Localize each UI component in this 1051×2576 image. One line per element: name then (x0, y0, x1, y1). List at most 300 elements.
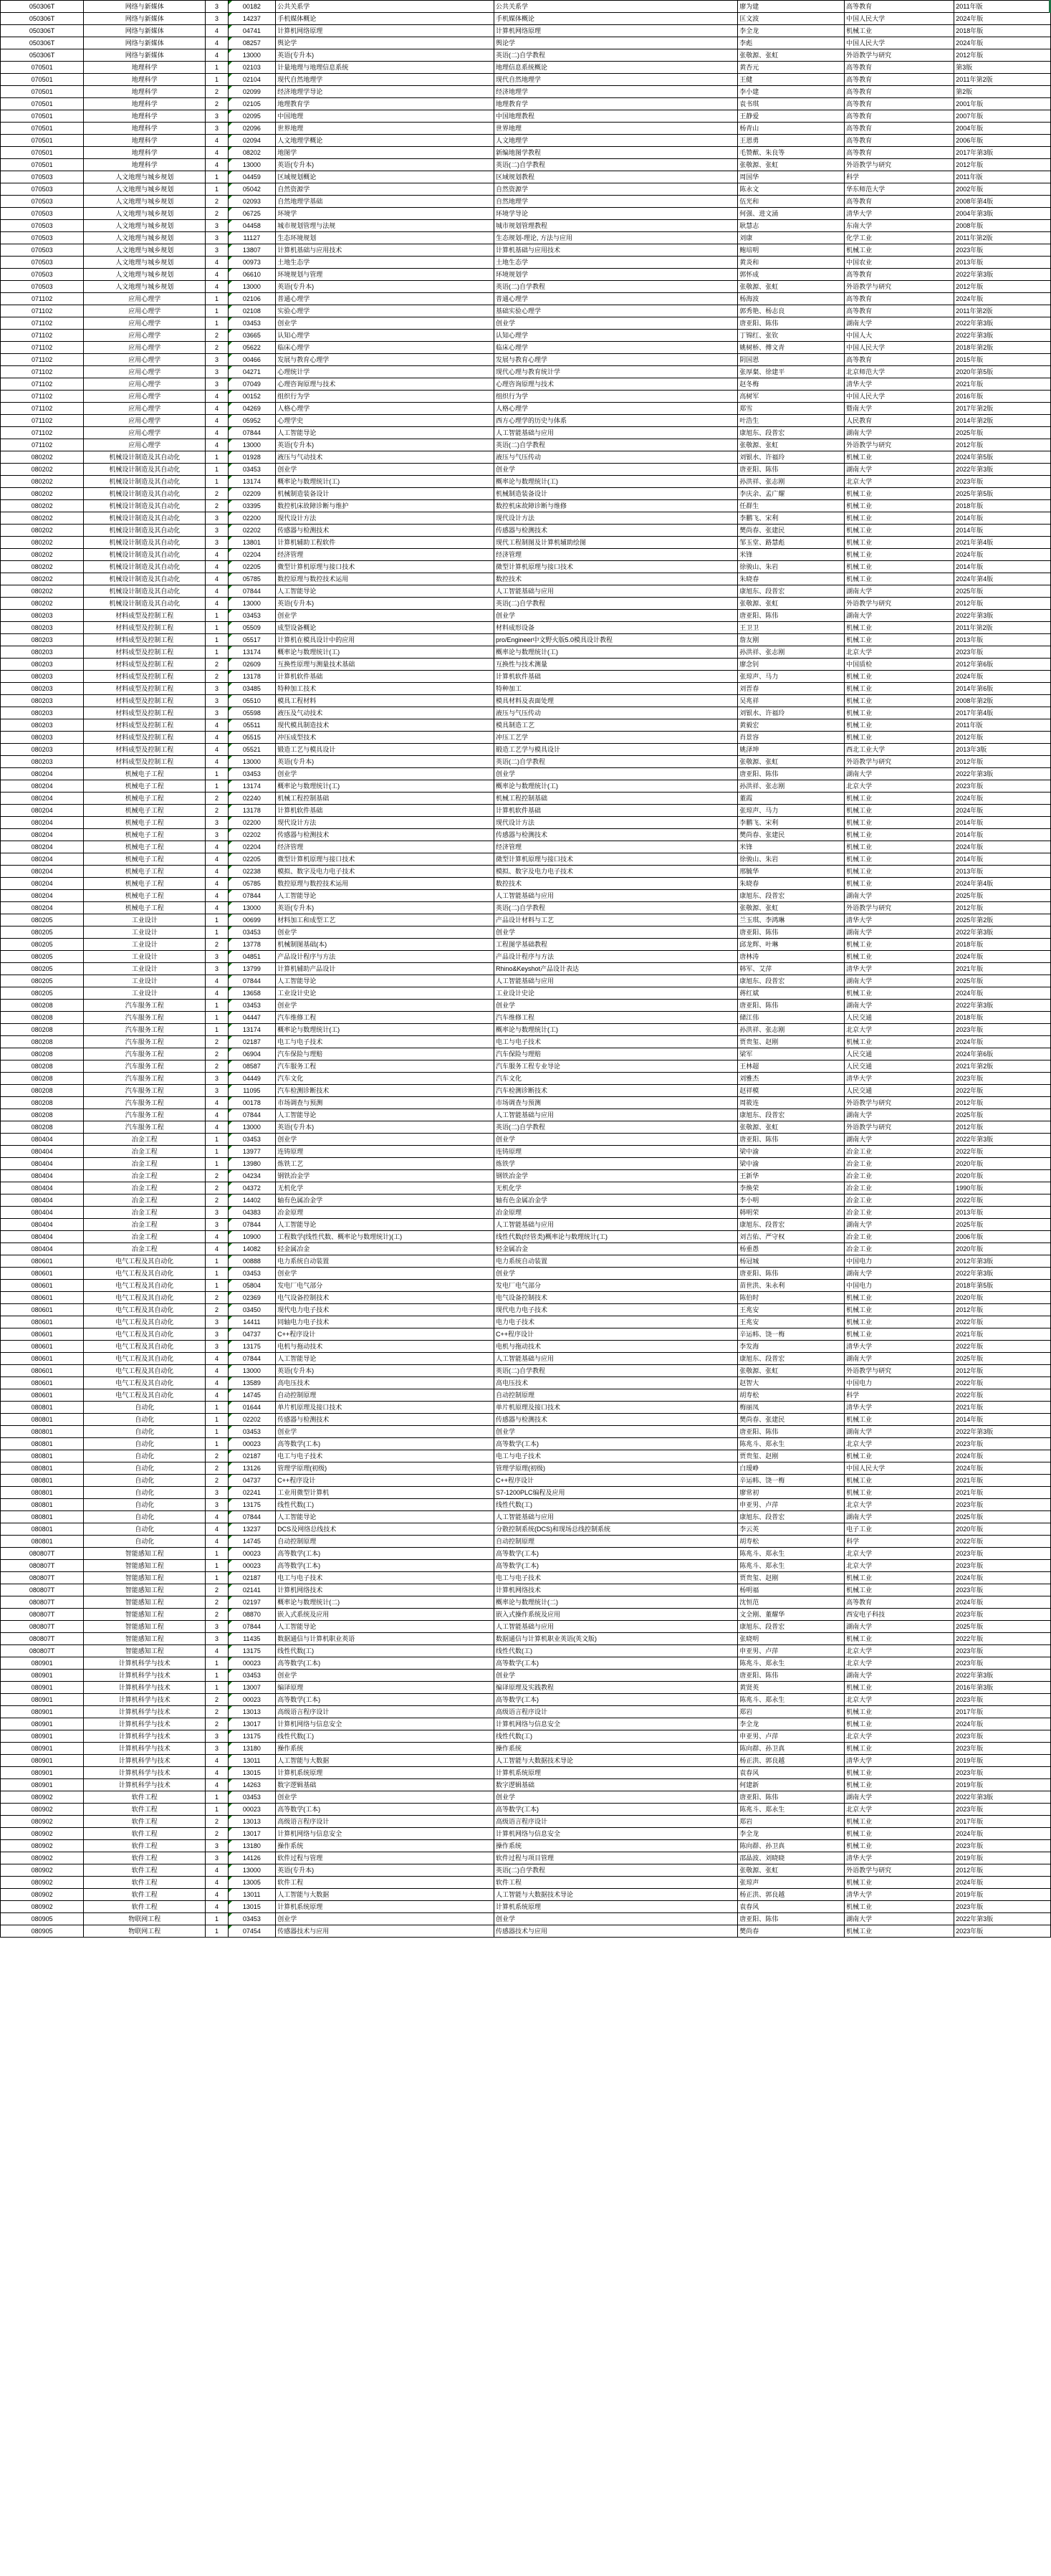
cell-major-name[interactable]: 软件工程 (84, 1864, 206, 1877)
cell-edition[interactable]: 2017年版 (954, 1816, 1051, 1828)
cell-major-code[interactable]: 080202 (1, 476, 84, 488)
cell-course-name[interactable]: 计算机辅助工程软件 (276, 537, 494, 549)
cell-book-name[interactable]: 英语(二)自学教程 (494, 1864, 738, 1877)
cell-course-name[interactable]: 数据通信与计算机职业英语 (276, 1633, 494, 1645)
cell-book-name[interactable]: 计算机系统原理 (494, 1901, 738, 1913)
cell-book-name[interactable]: Rhino&Keyshot产品设计表达 (494, 963, 738, 975)
cell-book-name[interactable]: 计算机网络技术 (494, 1584, 738, 1596)
cell-course-name[interactable]: 计算机软件基础 (276, 671, 494, 683)
cell-book-name[interactable]: 产品设计材料与工艺 (494, 914, 738, 927)
cell-major-name[interactable]: 人文地理与城乡规划 (84, 232, 206, 244)
cell-book-name[interactable]: 自动控制原理 (494, 1536, 738, 1548)
table-row[interactable] (1, 585, 1051, 598)
cell-course-name[interactable]: 人工智能导论 (276, 1621, 494, 1633)
cell-credit[interactable]: 3 (206, 1073, 228, 1085)
cell-major-code[interactable]: 080902 (1, 1889, 84, 1901)
cell-editor[interactable]: 唐亚阳、陈伟 (738, 464, 845, 476)
cell-press[interactable]: 机械工业 (845, 732, 954, 744)
cell-book-name[interactable]: 轻金属冶金 (494, 1243, 738, 1255)
cell-press[interactable]: 机械工业 (845, 829, 954, 841)
cell-credit[interactable]: 1 (206, 927, 228, 939)
cell-major-name[interactable]: 材料成型及控制工程 (84, 707, 206, 719)
cell-edition[interactable]: 2011年第2版 (954, 622, 1051, 634)
cell-edition[interactable]: 2022年版 (954, 1194, 1051, 1207)
cell-course-code[interactable]: 13801 (228, 537, 276, 549)
cell-editor[interactable]: 张敬源、张虹 (738, 756, 845, 768)
cell-credit[interactable]: 2 (206, 208, 228, 220)
cell-edition[interactable]: 2015年版 (954, 354, 1051, 366)
table-row[interactable] (1, 183, 1051, 196)
cell-editor[interactable]: 周国华 (738, 171, 845, 183)
cell-book-name[interactable]: 概率论与数理统计(工) (494, 780, 738, 793)
cell-book-name[interactable]: 人工智能与大数据技术导论 (494, 1889, 738, 1901)
cell-major-name[interactable]: 机械设计制造及其自动化 (84, 525, 206, 537)
cell-press[interactable]: 机械工业 (845, 841, 954, 853)
cell-major-name[interactable]: 机械电子工程 (84, 780, 206, 793)
cell-editor[interactable]: 王林超 (738, 1060, 845, 1073)
cell-editor[interactable]: 朱晓春 (738, 878, 845, 890)
cell-credit[interactable]: 4 (206, 281, 228, 293)
cell-book-name[interactable]: 人工智能基础与应用 (494, 427, 738, 439)
table-row[interactable] (1, 732, 1051, 744)
cell-major-code[interactable]: 080203 (1, 659, 84, 671)
table-row[interactable] (1, 1560, 1051, 1572)
cell-press[interactable]: 湖南大学 (845, 890, 954, 902)
cell-major-code[interactable]: 071102 (1, 366, 84, 378)
cell-major-name[interactable]: 自动化 (84, 1499, 206, 1511)
cell-course-name[interactable]: 创业学 (276, 464, 494, 476)
cell-edition[interactable]: 2014年版 (954, 829, 1051, 841)
cell-major-code[interactable]: 080204 (1, 768, 84, 780)
cell-press[interactable]: 中国电力 (845, 1377, 954, 1389)
table-row[interactable] (1, 281, 1051, 293)
table-row[interactable] (1, 1730, 1051, 1743)
cell-book-name[interactable]: 液压与气压传动 (494, 451, 738, 464)
cell-credit[interactable]: 1 (206, 1280, 228, 1292)
cell-credit[interactable]: 3 (206, 1499, 228, 1511)
cell-editor[interactable]: 辛运帏、饶一梅 (738, 1328, 845, 1341)
cell-press[interactable]: 外语教学与研究 (845, 49, 954, 62)
cell-course-name[interactable]: 创业学 (276, 610, 494, 622)
cell-book-name[interactable]: 模具制造工艺 (494, 719, 738, 732)
cell-press[interactable]: 湖南大学 (845, 768, 954, 780)
table-row[interactable] (1, 1060, 1051, 1073)
cell-major-name[interactable]: 冶金工程 (84, 1170, 206, 1182)
cell-course-name[interactable]: 轻金属冶金 (276, 1243, 494, 1255)
cell-course-code[interactable]: 07844 (228, 1621, 276, 1633)
table-row[interactable] (1, 269, 1051, 281)
cell-book-name[interactable]: 冲压工艺学 (494, 732, 738, 744)
cell-course-code[interactable]: 07844 (228, 890, 276, 902)
cell-edition[interactable]: 2018年版 (954, 500, 1051, 512)
cell-credit[interactable]: 1 (206, 1414, 228, 1426)
cell-editor[interactable]: 李小明 (738, 1194, 845, 1207)
cell-major-code[interactable]: 070503 (1, 232, 84, 244)
cell-major-code[interactable]: 070501 (1, 135, 84, 147)
cell-book-name[interactable]: 生态规划-理论, 方法与应用 (494, 232, 738, 244)
cell-course-code[interactable]: 01644 (228, 1402, 276, 1414)
cell-course-name[interactable]: C++程序设计 (276, 1475, 494, 1487)
cell-major-code[interactable]: 071102 (1, 403, 84, 415)
table-row[interactable] (1, 1523, 1051, 1536)
cell-editor[interactable]: 伍光和 (738, 196, 845, 208)
cell-press[interactable]: 高等教育 (845, 98, 954, 110)
table-row[interactable] (1, 1621, 1051, 1633)
cell-course-code[interactable]: 03453 (228, 317, 276, 330)
cell-book-name[interactable]: 英语(二)自学教程 (494, 1365, 738, 1377)
cell-editor[interactable]: 何强、进文涌 (738, 208, 845, 220)
cell-major-name[interactable]: 电气工程及其自动化 (84, 1353, 206, 1365)
cell-course-name[interactable]: 电机与拖动技术 (276, 1341, 494, 1353)
table-row[interactable] (1, 1901, 1051, 1913)
table-row[interactable] (1, 1755, 1051, 1767)
cell-book-name[interactable]: 概率论与数理统计(工) (494, 646, 738, 659)
cell-major-code[interactable]: 080901 (1, 1694, 84, 1706)
cell-credit[interactable]: 3 (206, 951, 228, 963)
table-row[interactable] (1, 525, 1051, 537)
cell-course-name[interactable]: 锻造工艺与模具设计 (276, 744, 494, 756)
cell-major-name[interactable]: 自动化 (84, 1523, 206, 1536)
table-row[interactable] (1, 622, 1051, 634)
cell-book-name[interactable]: 软件工程 (494, 1877, 738, 1889)
cell-edition[interactable]: 2025年版 (954, 1353, 1051, 1365)
cell-press[interactable]: 机械工业 (845, 1487, 954, 1499)
cell-edition[interactable]: 2024年版 (954, 37, 1051, 49)
cell-major-name[interactable]: 人文地理与城乡规划 (84, 183, 206, 196)
cell-press[interactable]: 清华大学 (845, 1755, 954, 1767)
cell-edition[interactable]: 2022年第3版 (954, 464, 1051, 476)
cell-editor[interactable]: 张敬源、张虹 (738, 1121, 845, 1134)
cell-editor[interactable]: 杨海波 (738, 293, 845, 305)
cell-course-code[interactable]: 05509 (228, 622, 276, 634)
table-row[interactable] (1, 1840, 1051, 1852)
cell-credit[interactable]: 2 (206, 1182, 228, 1194)
cell-major-code[interactable]: 080202 (1, 537, 84, 549)
cell-book-name[interactable]: 锻造工艺学与模具设计 (494, 744, 738, 756)
cell-major-name[interactable]: 机械设计制造及其自动化 (84, 451, 206, 464)
cell-major-name[interactable]: 软件工程 (84, 1877, 206, 1889)
cell-course-name[interactable]: 炼铁工艺 (276, 1158, 494, 1170)
cell-press[interactable]: 机械工业 (845, 1572, 954, 1584)
cell-credit[interactable]: 1 (206, 1791, 228, 1804)
cell-book-name[interactable]: 产品设计程序与方法 (494, 951, 738, 963)
cell-major-code[interactable]: 071102 (1, 317, 84, 330)
cell-editor[interactable]: 杨青山 (738, 123, 845, 135)
cell-major-code[interactable]: 080205 (1, 975, 84, 987)
cell-book-name[interactable]: 计算机软件基础 (494, 671, 738, 683)
cell-major-code[interactable]: 080208 (1, 1024, 84, 1036)
cell-credit[interactable]: 4 (206, 890, 228, 902)
cell-course-name[interactable]: 人文地理学概论 (276, 135, 494, 147)
cell-major-name[interactable]: 工业设计 (84, 963, 206, 975)
cell-course-code[interactable]: 14745 (228, 1389, 276, 1402)
table-row[interactable] (1, 1134, 1051, 1146)
cell-major-name[interactable]: 汽车服务工程 (84, 1085, 206, 1097)
cell-credit[interactable]: 4 (206, 269, 228, 281)
cell-major-name[interactable]: 计算机科学与技术 (84, 1670, 206, 1682)
cell-editor[interactable]: 毛赞猷、朱良等 (738, 147, 845, 159)
cell-course-code[interactable]: 13174 (228, 780, 276, 793)
cell-editor[interactable]: 唐亚阳、陈伟 (738, 1913, 845, 1925)
table-row[interactable] (1, 1243, 1051, 1255)
table-row[interactable] (1, 1158, 1051, 1170)
cell-press[interactable]: 人民交通 (845, 1060, 954, 1073)
cell-press[interactable]: 机械工业 (845, 512, 954, 525)
cell-press[interactable]: 电子工业 (845, 1523, 954, 1536)
cell-course-name[interactable]: 概率论与数理统计(工) (276, 476, 494, 488)
table-row[interactable] (1, 451, 1051, 464)
cell-major-name[interactable]: 软件工程 (84, 1791, 206, 1804)
cell-major-name[interactable]: 冶金工程 (84, 1182, 206, 1194)
cell-major-name[interactable]: 机械电子工程 (84, 890, 206, 902)
cell-course-code[interactable]: 02093 (228, 196, 276, 208)
cell-book-name[interactable]: 舆论学 (494, 37, 738, 49)
cell-editor[interactable]: 张敬源、张虹 (738, 598, 845, 610)
cell-major-code[interactable]: 080204 (1, 841, 84, 853)
cell-press[interactable]: 高等教育 (845, 147, 954, 159)
cell-credit[interactable]: 4 (206, 1645, 228, 1657)
cell-credit[interactable]: 2 (206, 1304, 228, 1316)
cell-edition[interactable]: 2018年版 (954, 1012, 1051, 1024)
table-row[interactable] (1, 914, 1051, 927)
cell-editor[interactable]: 刘吉佑、严守权 (738, 1231, 845, 1243)
cell-major-code[interactable]: 080203 (1, 732, 84, 744)
cell-major-code[interactable]: 080203 (1, 646, 84, 659)
cell-editor[interactable]: 唐亚阳、陈伟 (738, 1791, 845, 1804)
cell-major-code[interactable]: 050306T (1, 25, 84, 37)
cell-course-name[interactable]: 环境学 (276, 208, 494, 220)
cell-edition[interactable]: 2014年版 (954, 817, 1051, 829)
cell-credit[interactable]: 3 (206, 695, 228, 707)
cell-major-name[interactable]: 应用心理学 (84, 330, 206, 342)
cell-edition[interactable]: 2025年版 (954, 1621, 1051, 1633)
cell-course-code[interactable]: 03665 (228, 330, 276, 342)
cell-editor[interactable]: 刘银水、许福玲 (738, 707, 845, 719)
cell-major-name[interactable]: 机械设计制造及其自动化 (84, 488, 206, 500)
cell-credit[interactable]: 1 (206, 1438, 228, 1450)
cell-major-name[interactable]: 应用心理学 (84, 391, 206, 403)
cell-editor[interactable]: 申亚男、卢萍 (738, 1730, 845, 1743)
cell-major-code[interactable]: 080202 (1, 512, 84, 525)
cell-credit[interactable]: 3 (206, 110, 228, 123)
cell-major-code[interactable]: 070503 (1, 269, 84, 281)
table-row[interactable] (1, 1194, 1051, 1207)
cell-edition[interactable]: 2011年版 (954, 1, 1051, 13)
cell-course-code[interactable]: 07844 (228, 1219, 276, 1231)
cell-editor[interactable]: 张琼声 (738, 1877, 845, 1889)
cell-press[interactable]: 机械工业 (845, 634, 954, 646)
cell-editor[interactable]: 韩明荣 (738, 1207, 845, 1219)
cell-edition[interactable]: 2011年版 (954, 719, 1051, 732)
table-row[interactable] (1, 427, 1051, 439)
cell-book-name[interactable]: 英语(二)自学教程 (494, 598, 738, 610)
cell-major-name[interactable]: 计算机科学与技术 (84, 1755, 206, 1767)
cell-edition[interactable]: 2024年版 (954, 1572, 1051, 1584)
cell-major-name[interactable]: 工业设计 (84, 914, 206, 927)
cell-book-name[interactable]: 临床心理学 (494, 342, 738, 354)
cell-credit[interactable]: 1 (206, 1024, 228, 1036)
cell-editor[interactable]: 李小建 (738, 86, 845, 98)
cell-credit[interactable]: 4 (206, 135, 228, 147)
cell-edition[interactable]: 2014年版 (954, 1414, 1051, 1426)
table-row[interactable] (1, 1462, 1051, 1475)
cell-major-name[interactable]: 机械设计制造及其自动化 (84, 464, 206, 476)
cell-edition[interactable]: 2024年版 (954, 1718, 1051, 1730)
cell-course-code[interactable]: 06610 (228, 269, 276, 281)
cell-credit[interactable]: 4 (206, 1109, 228, 1121)
cell-edition[interactable]: 2024年版 (954, 13, 1051, 25)
cell-major-name[interactable]: 工业设计 (84, 951, 206, 963)
cell-course-code[interactable]: 05521 (228, 744, 276, 756)
cell-credit[interactable]: 4 (206, 415, 228, 427)
cell-major-code[interactable]: 080601 (1, 1304, 84, 1316)
table-row[interactable] (1, 208, 1051, 220)
cell-edition[interactable]: 2023年版 (954, 1925, 1051, 1938)
table-row[interactable] (1, 342, 1051, 354)
cell-press[interactable]: 科学 (845, 171, 954, 183)
cell-major-code[interactable]: 070503 (1, 208, 84, 220)
cell-major-name[interactable]: 自动化 (84, 1487, 206, 1499)
cell-book-name[interactable]: 创业学 (494, 1000, 738, 1012)
cell-book-name[interactable]: 地理教育学 (494, 98, 738, 110)
cell-press[interactable]: 机械工业 (845, 1584, 954, 1596)
cell-edition[interactable]: 2023年版 (954, 244, 1051, 257)
cell-editor[interactable]: 陈兆斗、郑永生 (738, 1560, 845, 1572)
cell-edition[interactable]: 2012年版 (954, 49, 1051, 62)
cell-course-name[interactable]: 中国地理 (276, 110, 494, 123)
cell-press[interactable]: 北京大学 (845, 1548, 954, 1560)
cell-course-code[interactable]: 14082 (228, 1243, 276, 1255)
cell-course-code[interactable]: 13237 (228, 1523, 276, 1536)
cell-major-code[interactable]: 080208 (1, 1012, 84, 1024)
cell-course-code[interactable]: 02104 (228, 74, 276, 86)
cell-course-code[interactable]: 03450 (228, 1304, 276, 1316)
cell-major-code[interactable]: 070501 (1, 86, 84, 98)
cell-course-name[interactable]: 计算机网络与信息安全 (276, 1718, 494, 1730)
cell-press[interactable]: 机械工业 (845, 1633, 954, 1645)
cell-book-name[interactable]: 英语(二)自学教程 (494, 439, 738, 451)
cell-credit[interactable]: 1 (206, 74, 228, 86)
cell-credit[interactable]: 1 (206, 646, 228, 659)
cell-course-name[interactable]: 汽车检测诊断技术 (276, 1085, 494, 1097)
cell-editor[interactable]: 袁春风 (738, 1901, 845, 1913)
cell-course-code[interactable]: 04271 (228, 366, 276, 378)
cell-edition[interactable]: 2021年版 (954, 1475, 1051, 1487)
cell-press[interactable]: 北京大学 (845, 1438, 954, 1450)
cell-press[interactable]: 中国人民大学 (845, 13, 954, 25)
cell-course-code[interactable]: 04458 (228, 220, 276, 232)
cell-course-code[interactable]: 02141 (228, 1584, 276, 1596)
cell-edition[interactable]: 2011年第2版 (954, 74, 1051, 86)
cell-press[interactable]: 科学 (845, 1536, 954, 1548)
cell-credit[interactable]: 2 (206, 1584, 228, 1596)
cell-course-name[interactable]: 机械制图基础(本) (276, 939, 494, 951)
cell-course-name[interactable]: 计算机系统原理 (276, 1767, 494, 1779)
cell-press[interactable]: 北京大学 (845, 476, 954, 488)
cell-credit[interactable]: 4 (206, 1755, 228, 1767)
cell-course-name[interactable]: 创业学 (276, 927, 494, 939)
cell-course-name[interactable]: 轴有色属冶金学 (276, 1194, 494, 1207)
cell-major-name[interactable]: 机械电子工程 (84, 902, 206, 914)
cell-credit[interactable]: 3 (206, 1341, 228, 1353)
cell-credit[interactable]: 4 (206, 1767, 228, 1779)
cell-course-name[interactable]: 地理教育学 (276, 98, 494, 110)
cell-course-code[interactable]: 13175 (228, 1730, 276, 1743)
table-row[interactable] (1, 1146, 1051, 1158)
cell-book-name[interactable]: 数控技术 (494, 878, 738, 890)
cell-major-code[interactable]: 080202 (1, 549, 84, 561)
cell-edition[interactable]: 2025年版 (954, 1219, 1051, 1231)
cell-book-name[interactable]: 高等数学(工本) (494, 1657, 738, 1670)
cell-press[interactable]: 湖南大学 (845, 1791, 954, 1804)
cell-editor[interactable]: 任群生 (738, 500, 845, 512)
cell-course-name[interactable]: 高电压技术 (276, 1377, 494, 1389)
cell-course-name[interactable]: 普通心理学 (276, 293, 494, 305)
cell-major-code[interactable]: 080208 (1, 1109, 84, 1121)
table-row[interactable] (1, 1816, 1051, 1828)
cell-book-name[interactable]: 城市规划管理教程 (494, 220, 738, 232)
cell-major-code[interactable]: 070503 (1, 220, 84, 232)
cell-press[interactable]: 冶金工业 (845, 1158, 954, 1170)
cell-credit[interactable]: 4 (206, 732, 228, 744)
cell-credit[interactable]: 2 (206, 1718, 228, 1730)
cell-major-code[interactable]: 080203 (1, 756, 84, 768)
table-row[interactable] (1, 1268, 1051, 1280)
table-row[interactable] (1, 1718, 1051, 1730)
table-row[interactable] (1, 1255, 1051, 1268)
cell-course-code[interactable]: 13778 (228, 939, 276, 951)
cell-credit[interactable]: 1 (206, 1134, 228, 1146)
cell-course-name[interactable]: 地图学 (276, 147, 494, 159)
cell-credit[interactable]: 4 (206, 987, 228, 1000)
cell-course-code[interactable]: 13013 (228, 1706, 276, 1718)
cell-edition[interactable]: 2022年版 (954, 1341, 1051, 1353)
cell-course-name[interactable]: 汽车保险与理赔 (276, 1048, 494, 1060)
cell-major-code[interactable]: 080205 (1, 951, 84, 963)
cell-editor[interactable]: 陈向群、孙卫真 (738, 1840, 845, 1852)
cell-edition[interactable]: 2012年版 (954, 732, 1051, 744)
cell-major-code[interactable]: 080205 (1, 939, 84, 951)
cell-course-name[interactable]: 心理咨询原理与技术 (276, 378, 494, 391)
cell-course-code[interactable]: 02204 (228, 841, 276, 853)
cell-credit[interactable]: 4 (206, 1511, 228, 1523)
cell-course-code[interactable]: 02095 (228, 110, 276, 123)
cell-editor[interactable]: 文全刚、董耀华 (738, 1609, 845, 1621)
cell-book-name[interactable]: 人工智能基础与应用 (494, 890, 738, 902)
table-row[interactable] (1, 659, 1051, 671)
cell-book-name[interactable]: 模拟、数字及电力电子技术 (494, 866, 738, 878)
cell-editor[interactable]: 陈永文 (738, 183, 845, 196)
cell-course-name[interactable]: 市场调查与预测 (276, 1097, 494, 1109)
cell-major-name[interactable]: 汽车服务工程 (84, 1048, 206, 1060)
cell-book-name[interactable]: 手机媒体概论 (494, 13, 738, 25)
cell-major-code[interactable]: 080202 (1, 488, 84, 500)
cell-editor[interactable]: 陈向群、孙卫真 (738, 1743, 845, 1755)
cell-major-name[interactable]: 网络与新媒体 (84, 37, 206, 49)
table-row[interactable] (1, 49, 1051, 62)
cell-major-code[interactable]: 080807T (1, 1572, 84, 1584)
cell-course-name[interactable]: 临床心理学 (276, 342, 494, 354)
cell-editor[interactable]: 匡文波 (738, 13, 845, 25)
cell-press[interactable]: 湖南大学 (845, 1219, 954, 1231)
cell-major-code[interactable]: 080601 (1, 1316, 84, 1328)
cell-credit[interactable]: 2 (206, 1048, 228, 1060)
cell-course-name[interactable]: 创业学 (276, 1913, 494, 1925)
cell-press[interactable]: 高等教育 (845, 1, 954, 13)
cell-edition[interactable]: 2012年版 (954, 598, 1051, 610)
cell-edition[interactable]: 2012年第6版 (954, 659, 1051, 671)
cell-major-name[interactable]: 冶金工程 (84, 1219, 206, 1231)
